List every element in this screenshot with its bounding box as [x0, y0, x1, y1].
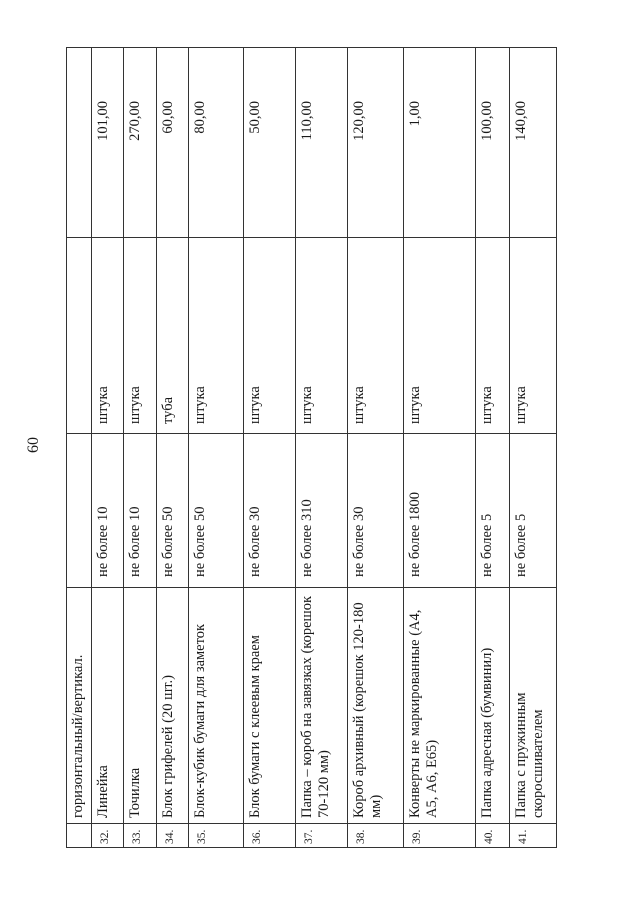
row-number-cell: 36.: [244, 824, 296, 848]
item-name-cell: Папка адресная (бумвинил): [476, 588, 510, 824]
price-cell: 60,00: [157, 48, 189, 238]
quantity-cell: не более 50: [189, 434, 244, 588]
row-number-cell: 37.: [296, 824, 348, 848]
item-name-cell: Линейка: [92, 588, 124, 824]
price-cell: 80,00: [189, 48, 244, 238]
quantity-cell: не более 50: [157, 434, 189, 588]
row-number-cell: 40.: [476, 824, 510, 848]
price-cell: 270,00: [124, 48, 157, 238]
table-row: [157, 48, 189, 848]
price-cell: 110,00: [296, 48, 348, 238]
quantity-cell: не более 1800: [404, 434, 476, 588]
unit-cell: штука: [348, 238, 404, 434]
row-number-cell: 34.: [157, 824, 189, 848]
item-name-cell: Папка с пружинным скоросшивателем: [510, 588, 557, 824]
item-name-cell: Точилка: [124, 588, 157, 824]
price-cell: 50,00: [244, 48, 296, 238]
item-name-cell: Короб архивный (корешок 120-180 мм): [348, 588, 404, 824]
quantity-cell: не более 30: [348, 434, 404, 588]
item-name-cell: горизонтальный/вертикал.: [67, 588, 92, 824]
row-number-cell: 38.: [348, 824, 404, 848]
table-row: [92, 48, 124, 848]
unit-cell: штука: [476, 238, 510, 434]
price-cell: [67, 48, 92, 238]
row-number-cell: [67, 824, 92, 848]
item-name-cell: Блок грифелей (20 шт.): [157, 588, 189, 824]
item-name-cell: Блок бумаги с клеевым краем: [244, 588, 296, 824]
unit-cell: штука: [404, 238, 476, 434]
table-row: [348, 48, 404, 848]
quantity-cell: не более 310: [296, 434, 348, 588]
price-cell: 120,00: [348, 48, 404, 238]
price-cell: 140,00: [510, 48, 557, 238]
unit-cell: штука: [124, 238, 157, 434]
row-number-cell: 41.: [510, 824, 557, 848]
quantity-cell: не более 10: [92, 434, 124, 588]
table-row: [476, 48, 510, 848]
table-row: [296, 48, 348, 848]
quantity-cell: не более 5: [510, 434, 557, 588]
page-number: 60: [25, 437, 42, 453]
unit-cell: штука: [189, 238, 244, 434]
item-name-cell: Блок-кубик бумаги для заметок: [189, 588, 244, 824]
unit-cell: [67, 238, 92, 434]
quantity-cell: не более 5: [476, 434, 510, 588]
item-name-cell: Папка – короб на завязках (корешок 70-120 мм): [296, 588, 348, 824]
price-cell: 100,00: [476, 48, 510, 238]
row-number-cell: 35.: [189, 824, 244, 848]
unit-cell: штука: [510, 238, 557, 434]
row-number-cell: 32.: [92, 824, 124, 848]
row-number-cell: 33.: [124, 824, 157, 848]
row-number-cell: 39.: [404, 824, 476, 848]
table-row: [124, 48, 157, 848]
item-name-cell: Конверты не маркированные (А4, А5, А6, Е65): [404, 588, 476, 824]
table-row: [244, 48, 296, 848]
unit-cell: туба: [157, 238, 189, 434]
price-cell: 1,00: [404, 48, 476, 238]
price-cell: 101,00: [92, 48, 124, 238]
quantity-cell: [67, 434, 92, 588]
table-row: [189, 48, 244, 848]
quantity-cell: не более 30: [244, 434, 296, 588]
table-row: [404, 48, 476, 848]
quantity-cell: не более 10: [124, 434, 157, 588]
unit-cell: штука: [244, 238, 296, 434]
unit-cell: штука: [92, 238, 124, 434]
price-table: [66, 47, 557, 848]
rotated-table-container: [66, 48, 566, 848]
table-row: [510, 48, 557, 848]
unit-cell: штука: [296, 238, 348, 434]
table-row: [67, 48, 92, 848]
